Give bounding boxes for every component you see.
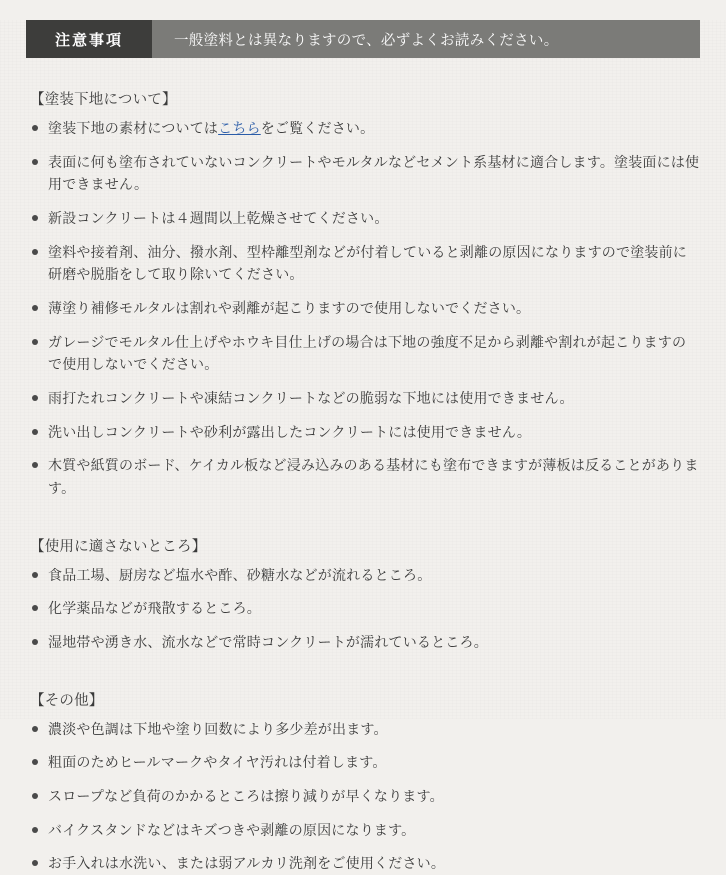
section-title: 【その他】 [30,692,104,709]
list-item: スロープなど負荷のかかるところは擦り減りが早くなります。 [26,785,700,808]
list-item [26,117,700,140]
list-item-text-post: をご覧ください。 [260,120,375,136]
notice-content [0,58,726,875]
list-item: 表面に何も塗布されていないコンクリートやモルタルなどセメント系基材に適合します。塗装面には使用できません。 [26,151,700,196]
list-item: 粗面のためヒールマークやタイヤ汚れは付着します。 [26,751,700,774]
list-item: ガレージでモルタル仕上げやホウキ目仕上げの場合は下地の強度不足から剥離や割れが起こりますので使用しないでください。 [26,331,700,376]
list-item-text-pre: 塗装下地の素材については [48,120,219,136]
section-unsuitable-locations [26,535,700,654]
notice-badge: 注意事項 [26,20,152,58]
list-item: お手入れは水洗い、または弱アルカリ洗剤をご使用ください。 [26,852,700,875]
section-substrate [26,88,700,500]
list-item: 湿地帯や湧き水、流水などで常時コンクリートが濡れているところ。 [26,631,700,654]
list-item: 雨打たれコンクリートや凍結コンクリートなどの脆弱な下地には使用できません。 [26,387,700,410]
list-item: 食品工場、厨房など塩水や酢、砂糖水などが流れるところ。 [26,564,700,587]
section-bullet-list [26,564,700,654]
notice-header-bar [26,20,700,58]
list-item: 化学薬品などが飛散するところ。 [26,597,700,620]
notice-header-note: 一般塗料とは異なりますので、必ずよくお読みください。 [174,32,559,49]
list-item: 新設コンクリートは４週間以上乾燥させてください。 [26,207,700,230]
section-divider-spacer [26,511,700,525]
section-bullet-list [26,117,700,500]
notice-page [0,20,726,875]
section-title: 【使用に適さないところ】 [30,538,207,555]
section-bullet-list [26,718,700,875]
list-item: バイクスタンドなどはキズつきや剥離の原因になります。 [26,819,700,842]
section-divider-spacer [26,665,700,679]
list-item: 塗料や接着剤、油分、撥水剤、型枠離型剤などが付着していると剥離の原因になりますので塗装前に研磨や脱脂をして取り除いてください。 [26,241,700,286]
list-item: 洗い出しコンクリートや砂利が露出したコンクリートには使用できません。 [26,421,700,444]
section-other [26,689,700,875]
list-item: 薄塗り補修モルタルは割れや剥離が起こりますので使用しないでください。 [26,297,700,320]
substrate-material-link[interactable]: こちら [218,120,261,136]
list-item: 木質や紙質のボード、ケイカル板など浸み込みのある基材にも塗布できますが薄板は反ることがあります。 [26,454,700,499]
list-item: 濃淡や色調は下地や塗り回数により多少差が出ます。 [26,718,700,741]
section-title: 【塗装下地について】 [30,92,177,108]
